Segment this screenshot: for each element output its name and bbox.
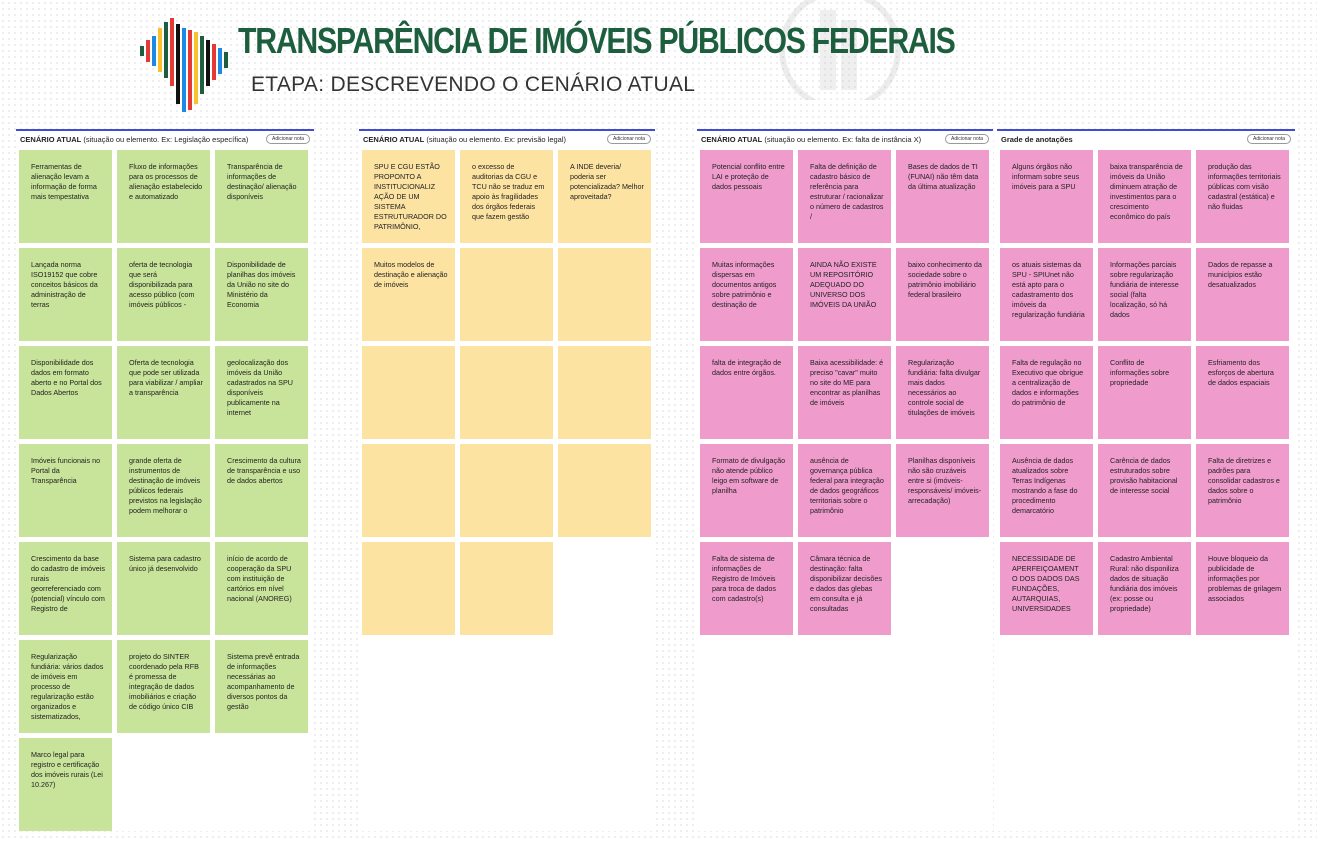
sticky-note[interactable]: oferta de tecnologia que será disponibilizada para acesso público (com imóveis públicos - bbox=[117, 248, 210, 341]
sticky-note[interactable]: Baixa acessibilidade: é preciso "cavar" muito no site do ME para encontrar as planilhas de imóveis bbox=[798, 346, 891, 439]
sticky-note[interactable]: Sistema para cadastro único já desenvolvido bbox=[117, 542, 210, 635]
column-title: Grade de anotações bbox=[1001, 134, 1073, 144]
column-header bbox=[359, 131, 655, 147]
sticky-note[interactable]: produção das informações territoriais públicas com visão cadastral (estática) e não fluidas bbox=[1196, 150, 1289, 243]
sticky-note[interactable] bbox=[362, 542, 455, 635]
sticky-note[interactable]: A INDE deveria/ poderia ser potencializada? Melhor aproveitada? bbox=[558, 150, 651, 243]
sticky-note[interactable]: o excesso de auditorias da CGU e TCU não se traduz em apoio às fragilidades dos órgãos federais que fazem gestão bbox=[460, 150, 553, 243]
sticky-grid bbox=[19, 150, 308, 831]
sticky-note[interactable]: Transparência de informações de destinação/ alienação disponíveis bbox=[215, 150, 308, 243]
sticky-note[interactable]: Fluxo de informações para os processos de alienação estabelecido e automatizado bbox=[117, 150, 210, 243]
sticky-note[interactable]: ausência de governança pública federal para integração de dados geográficos territoriais sobre o patrimônio bbox=[798, 444, 891, 537]
sticky-note[interactable]: projeto do SINTER coordenado pela RFB é promessa de integração de dados imobiliários e criação de código único CIB bbox=[117, 640, 210, 733]
sticky-grid bbox=[700, 150, 989, 635]
sticky-note[interactable]: Ferramentas de alienação levam a informação de forma mais tempestativa bbox=[19, 150, 112, 243]
column-legislacao bbox=[16, 129, 314, 831]
sticky-note[interactable]: início de acordo de cooperação da SPU com instituição de cartórios em nível nacional (ANOREG) bbox=[215, 542, 308, 635]
page-subtitle: ETAPA: DESCREVENDO O CENÁRIO ATUAL bbox=[251, 73, 696, 96]
column-title: CENÁRIO ATUAL (situação ou elemento. Ex: previsão legal) bbox=[363, 134, 566, 144]
sticky-note[interactable] bbox=[460, 248, 553, 341]
sticky-note[interactable]: Oferta de tecnologia que pode ser utilizada para viabilizar / ampliar a transparência bbox=[117, 346, 210, 439]
sticky-note[interactable]: Falta de sistema de informações de Registro de Imóveis para troca de dados com cadastro(s) bbox=[700, 542, 793, 635]
sticky-note[interactable] bbox=[558, 248, 651, 341]
sticky-note[interactable] bbox=[460, 444, 553, 537]
sticky-note[interactable]: Esfriamento dos esforços de abertura de dados espaciais bbox=[1196, 346, 1289, 439]
sticky-note[interactable]: Muitas informações dispersas em documentos antigos sobre patrimônio e destinação de bbox=[700, 248, 793, 341]
sticky-note[interactable]: Imóveis funcionais no Portal da Transparência bbox=[19, 444, 112, 537]
sticky-note[interactable]: Cadastro Ambiental Rural: não disponiliza dados de situação fundiária dos imóveis (ex: posse ou propriedade) bbox=[1098, 542, 1191, 635]
sticky-note[interactable]: Potencial conflito entre LAI e proteção de dados pessoais bbox=[700, 150, 793, 243]
sticky-note[interactable]: Dados de repasse a municípios estão desatualizados bbox=[1196, 248, 1289, 341]
sticky-note[interactable]: Formato de divulgação não atende público leigo em software de planilha bbox=[700, 444, 793, 537]
column-header bbox=[16, 131, 314, 147]
add-note-button[interactable]: Adicionar nota bbox=[607, 134, 651, 144]
sticky-note[interactable]: NECESSIDADE DE APERFEIÇOAMENT O DOS DADOS DAS FUNDAÇÕES, AUTARQUIAS, UNIVERSIDADES bbox=[1000, 542, 1093, 635]
sticky-note[interactable]: Crescimento da base do cadastro de imóveis rurais georreferenciado com (potencial) vínculo com Registro de bbox=[19, 542, 112, 635]
column-header bbox=[697, 131, 993, 147]
sticky-grid bbox=[1000, 150, 1289, 635]
sticky-note[interactable]: Conflito de informações sobre propriedade bbox=[1098, 346, 1191, 439]
sticky-note[interactable]: Falta de diretrizes e padrões para consolidar cadastros e dados sobre o patrimônio bbox=[1196, 444, 1289, 537]
sticky-note[interactable]: Ausência de dados atualizados sobre Terras Indígenas mostrando a fase do procedimento demarcatório bbox=[1000, 444, 1093, 537]
sticky-note[interactable]: Informações parciais sobre regularização fundiária de interesse social (falta localização, só há dados bbox=[1098, 248, 1191, 341]
sticky-note[interactable]: Sistema prevê entrada de informações necessárias ao acompanhamento de diversos pontos da gestão bbox=[215, 640, 308, 733]
add-note-button[interactable]: Adicionar nota bbox=[945, 134, 989, 144]
sticky-note[interactable]: Falta de definição de cadastro básico de referência para estruturar / racionalizar o número de cadastros / bbox=[798, 150, 891, 243]
column-title: CENÁRIO ATUAL (situação ou elemento. Ex: Legislação específica) bbox=[20, 134, 249, 144]
sticky-note[interactable]: Marco legal para registro e certificação dos imóveis rurais (Lei 10.267) bbox=[19, 738, 112, 831]
sticky-note[interactable]: Muitos modelos de destinação e alienação de imóveis bbox=[362, 248, 455, 341]
sticky-note[interactable]: grande oferta de instrumentos de destinação de imóveis públicos federais previstos na legislação podem melhorar o bbox=[117, 444, 210, 537]
sticky-note[interactable] bbox=[362, 346, 455, 439]
column-previsao-legal bbox=[359, 129, 655, 831]
add-note-button[interactable]: Adicionar nota bbox=[266, 134, 310, 144]
sticky-note[interactable]: baixo conhecimento da sociedade sobre o patrimônio imobiliário federal brasileiro bbox=[896, 248, 989, 341]
sticky-note[interactable]: Câmara técnica de destinação: falta disponibilizar decisões e dados das glebas em consulta e já consultadas bbox=[798, 542, 891, 635]
sticky-note[interactable]: geolocalização dos imóveis da União cadastrados na SPU disponíveis publicamente na internet bbox=[215, 346, 308, 439]
sticky-note[interactable]: SPU E CGU ESTÃO PROPONTO A INSTITUCIONALIZ AÇÃO DE UM SISTEMA ESTRUTURADOR DO PATRIMÔNIO, bbox=[362, 150, 455, 243]
add-note-button[interactable]: Adicionar nota bbox=[1247, 134, 1291, 144]
sticky-note[interactable]: AINDA NÃO EXISTE UM REPOSITÓRIO ADEQUADO DO UNIVERSO DOS IMÓVEIS DA UNIÃO bbox=[798, 248, 891, 341]
sticky-note[interactable] bbox=[558, 444, 651, 537]
page-title: TRANSPARÊNCIA DE IMÓVEIS PÚBLICOS FEDERAIS bbox=[238, 20, 955, 61]
sticky-note[interactable]: Disponibilidade de planilhas dos imóveis da União no site do Ministério da Economia bbox=[215, 248, 308, 341]
sticky-note[interactable] bbox=[460, 346, 553, 439]
sticky-note[interactable]: Lançada norma ISO19152 que cobre conceitos básicos da administração de terras bbox=[19, 248, 112, 341]
sticky-note[interactable] bbox=[362, 444, 455, 537]
column-grade-anotacoes bbox=[997, 129, 1295, 831]
brazil-map-logo-icon bbox=[140, 18, 240, 114]
column-header bbox=[997, 131, 1295, 147]
column-title: CENÁRIO ATUAL (situação ou elemento. Ex: falta de instância X) bbox=[701, 134, 922, 144]
column-falta-instancia bbox=[697, 129, 993, 831]
sticky-note[interactable]: os atuais sistemas da SPU - SPIUnet não está apto para o cadastramento dos imóveis da regularização fundiária bbox=[1000, 248, 1093, 341]
sticky-note[interactable]: Planilhas disponíveis não são cruzáveis entre si (imóveis-responsáveis/ imóveis-arrecadação) bbox=[896, 444, 989, 537]
sticky-note[interactable]: baixa transparência de imóveis da União diminuem atração de investimentos para o crescimento econômico do país bbox=[1098, 150, 1191, 243]
sticky-note[interactable]: Crescimento da cultura de transparência e uso de dados abertos bbox=[215, 444, 308, 537]
sticky-note[interactable]: Disponibilidade dos dados em formato aberto e no Portal dos Dados Abertos bbox=[19, 346, 112, 439]
sticky-note[interactable]: falta de integração de dados entre órgãos. bbox=[700, 346, 793, 439]
sticky-note[interactable]: Regularização fundiária: vários dados de imóveis em processo de regularização estão organizados e sistematizados, bbox=[19, 640, 112, 733]
sticky-note[interactable] bbox=[460, 542, 553, 635]
sticky-grid bbox=[362, 150, 651, 635]
sticky-note[interactable] bbox=[558, 346, 651, 439]
sticky-note[interactable]: Falta de regulação no Executivo que obrigue a centralização de dados e informações do patrimônio de bbox=[1000, 346, 1093, 439]
sticky-note[interactable]: Houve bloqueio da publicidade de informações por problemas de grilagem associados bbox=[1196, 542, 1289, 635]
sticky-note[interactable]: Carência de dados estruturados sobre provisão habitacional de interesse social bbox=[1098, 444, 1191, 537]
sticky-note[interactable]: Bases de dados de TI (FUNAI) não têm data da última atualização bbox=[896, 150, 989, 243]
sticky-note[interactable]: Alguns órgãos não informam sobre seus imóveis para a SPU bbox=[1000, 150, 1093, 243]
sticky-note[interactable]: Regularização fundiária: falta divulgar mais dados necessários ao controle social de titulações de imóveis bbox=[896, 346, 989, 439]
